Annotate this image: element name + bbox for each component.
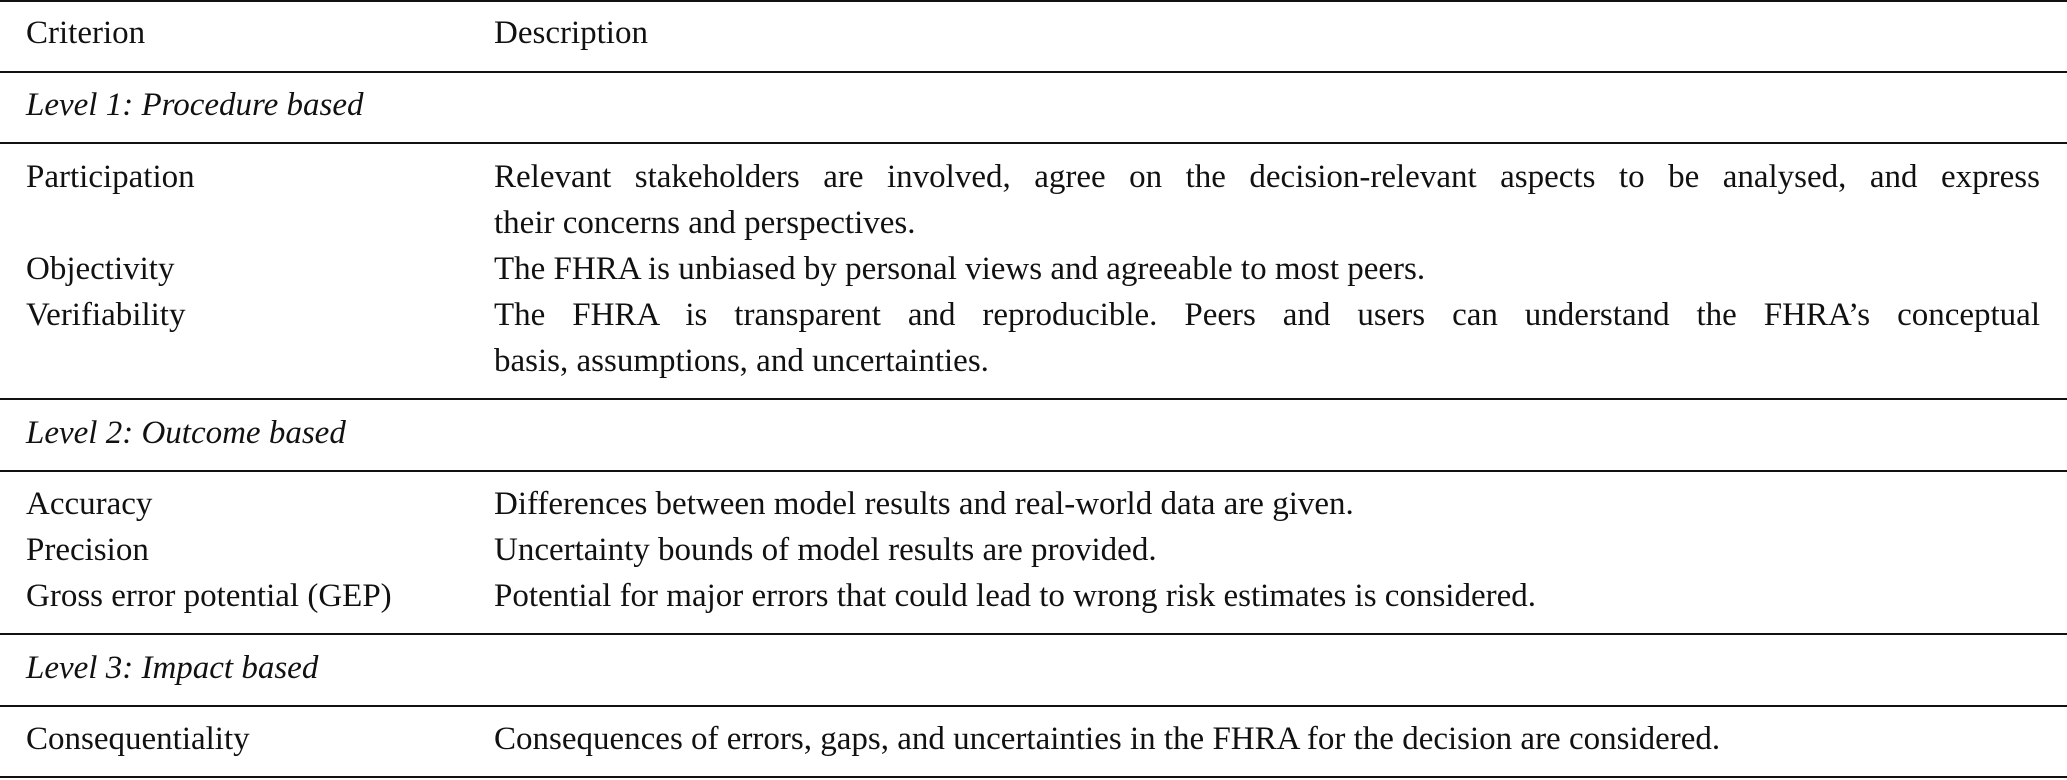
- header-description: Description: [494, 15, 648, 51]
- description-line: basis, assumptions, and uncertainties.: [494, 343, 989, 379]
- header-criterion: Criterion: [26, 15, 146, 51]
- criterion-accuracy: Accuracy: [26, 486, 153, 522]
- criterion-precision: Precision: [26, 532, 149, 568]
- section-title-level-2: Level 2: Outcome based: [26, 415, 346, 451]
- description-verifiability: [494, 292, 2040, 384]
- level-2-bottom-rule: [0, 633, 2067, 635]
- section-title-level-1: Level 1: Procedure based: [26, 87, 364, 123]
- description-participation: [494, 154, 2040, 246]
- description-line: The FHRA is transparent and reproducible. Peers and users can understand the FHRA’s conceptual: [494, 297, 2040, 333]
- criterion-objectivity: Objectivity: [26, 251, 175, 287]
- section-rule-level-3: [0, 705, 2067, 707]
- description-accuracy: Differences between model results and real-world data are given.: [494, 486, 1354, 522]
- section-rule-level-1: [0, 142, 2067, 144]
- section-rule-level-2: [0, 470, 2067, 472]
- criterion-gross-error-potential: Gross error potential (GEP): [26, 578, 392, 614]
- description-line: Relevant stakeholders are involved, agree on the decision-relevant aspects to be analysed, and express: [494, 159, 2040, 195]
- description-line: their concerns and perspectives.: [494, 205, 916, 241]
- criterion-verifiability: Verifiability: [26, 297, 186, 333]
- description-consequentiality: Consequences of errors, gaps, and uncertainties in the FHRA for the decision are considered.: [494, 721, 1721, 757]
- description-objectivity: The FHRA is unbiased by personal views and agreeable to most peers.: [494, 251, 1426, 287]
- criterion-participation: Participation: [26, 159, 195, 195]
- table-top-rule: [0, 0, 2067, 2]
- level-1-bottom-rule: [0, 398, 2067, 400]
- description-gross-error-potential: Potential for major errors that could lead to wrong risk estimates is considered.: [494, 578, 1536, 614]
- description-precision: Uncertainty bounds of model results are provided.: [494, 532, 1157, 568]
- criterion-consequentiality: Consequentiality: [26, 721, 250, 757]
- section-title-level-3: Level 3: Impact based: [26, 650, 319, 686]
- header-rule: [0, 71, 2067, 73]
- table-bottom-rule: [0, 776, 2067, 778]
